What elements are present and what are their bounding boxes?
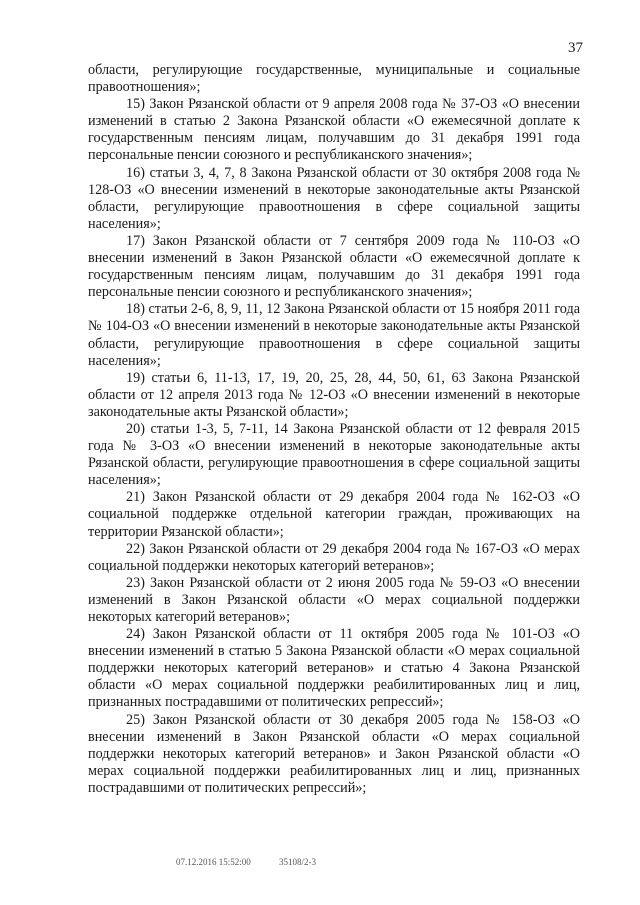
page-number: 37 (568, 40, 583, 56)
paragraph-continuation: области, регулирующие государственные, муниципальные и социальные правоотношения»; (88, 62, 580, 96)
footer-timestamp: 07.12.2016 15:52:00 (176, 857, 251, 867)
document-body (88, 62, 580, 797)
list-item-18: 18) статьи 2-6, 8, 9, 11, 12 Закона Рязанской области от 15 ноября 2011 года № 104-ОЗ «О внесении изменений в некоторые законодательные акты Рязанской области, регулирующие правоотношения в сфере социальной защиты населения»; (88, 301, 580, 369)
list-item-23: 23) Закон Рязанской области от 2 июня 2005 года № 59-ОЗ «О внесении изменений в Закон Рязанской области «О мерах социальной поддержки некоторых категорий ветеранов»; (88, 574, 580, 625)
list-item-25: 25) Закон Рязанской области от 30 декабря 2005 года № 158-ОЗ «О внесении изменений в Закон Рязанской области «О мерах социальной поддержки некоторых категорий ветеранов» и Закон Рязанской области «О мерах социальной поддержки реабилитированных лиц и лиц, признанных пострадавшими от политических репрессий»; (88, 711, 580, 796)
list-item-19: 19) статьи 6, 11-13, 17, 19, 20, 25, 28, 44, 50, 61, 63 Закона Рязанской области от 12 апреля 2013 года № 12-ОЗ «О внесении изменений в некоторые законодательные акты Рязанской области»; (88, 369, 580, 420)
list-item-20: 20) статьи 1-3, 5, 7-11, 14 Закона Рязанской области от 12 февраля 2015 года № 3-ОЗ «О внесении изменений в некоторые законодательные акты Рязанской области, регулирующие правоотношения в сфере социальной защиты населения»; (88, 420, 580, 489)
list-item-15: 15) Закон Рязанской области от 9 апреля 2008 года № 37-ОЗ «О внесении изменений в статью 2 Закона Рязанской области «О ежемесячной доплате к государственным пенсиям лицам, получавшим до 31 декабря 1991 года персональные пенсии союзного и республиканского значения»; (88, 96, 580, 164)
list-item-17: 17) Закон Рязанской области от 7 сентября 2009 года № 110-ОЗ «О внесении изменений в Закон Рязанской области «О ежемесячной доплате к государственным пенсиям лицам, получавшим до 31 декабря 1991 года персональные пенсии союзного и республиканского значения»; (88, 232, 580, 301)
list-item-22: 22) Закон Рязанской области от 29 декабря 2004 года № 167-ОЗ «О мерах социальной поддержки некоторых категорий ветеранов»; (88, 540, 580, 574)
footer-doc-code: 35108/2-3 (279, 857, 317, 867)
list-item-24: 24) Закон Рязанской области от 11 октября 2005 года № 101-ОЗ «О внесении изменений в статью 5 Закона Рязанской области «О мерах социальной поддержки некоторых категорий ветеранов» и статью 4 Закона Рязанской области «О мерах социальной поддержки реабилитированных лиц и лиц, признанных пострадавшими от политических репрессий»; (88, 626, 580, 711)
footer (176, 857, 342, 867)
list-item-21: 21) Закон Рязанской области от 29 декабря 2004 года № 162-ОЗ «О социальной поддержке отдельной категории граждан, проживающих на территории Рязанской области»; (88, 489, 580, 540)
list-item-16: 16) статьи 3, 4, 7, 8 Закона Рязанской области от 30 октября 2008 года № 128-ОЗ «О внесении изменений в некоторые законодательные акты Рязанской области, регулирующие правоотношения в сфере социальной защиты населения»; (88, 164, 580, 232)
